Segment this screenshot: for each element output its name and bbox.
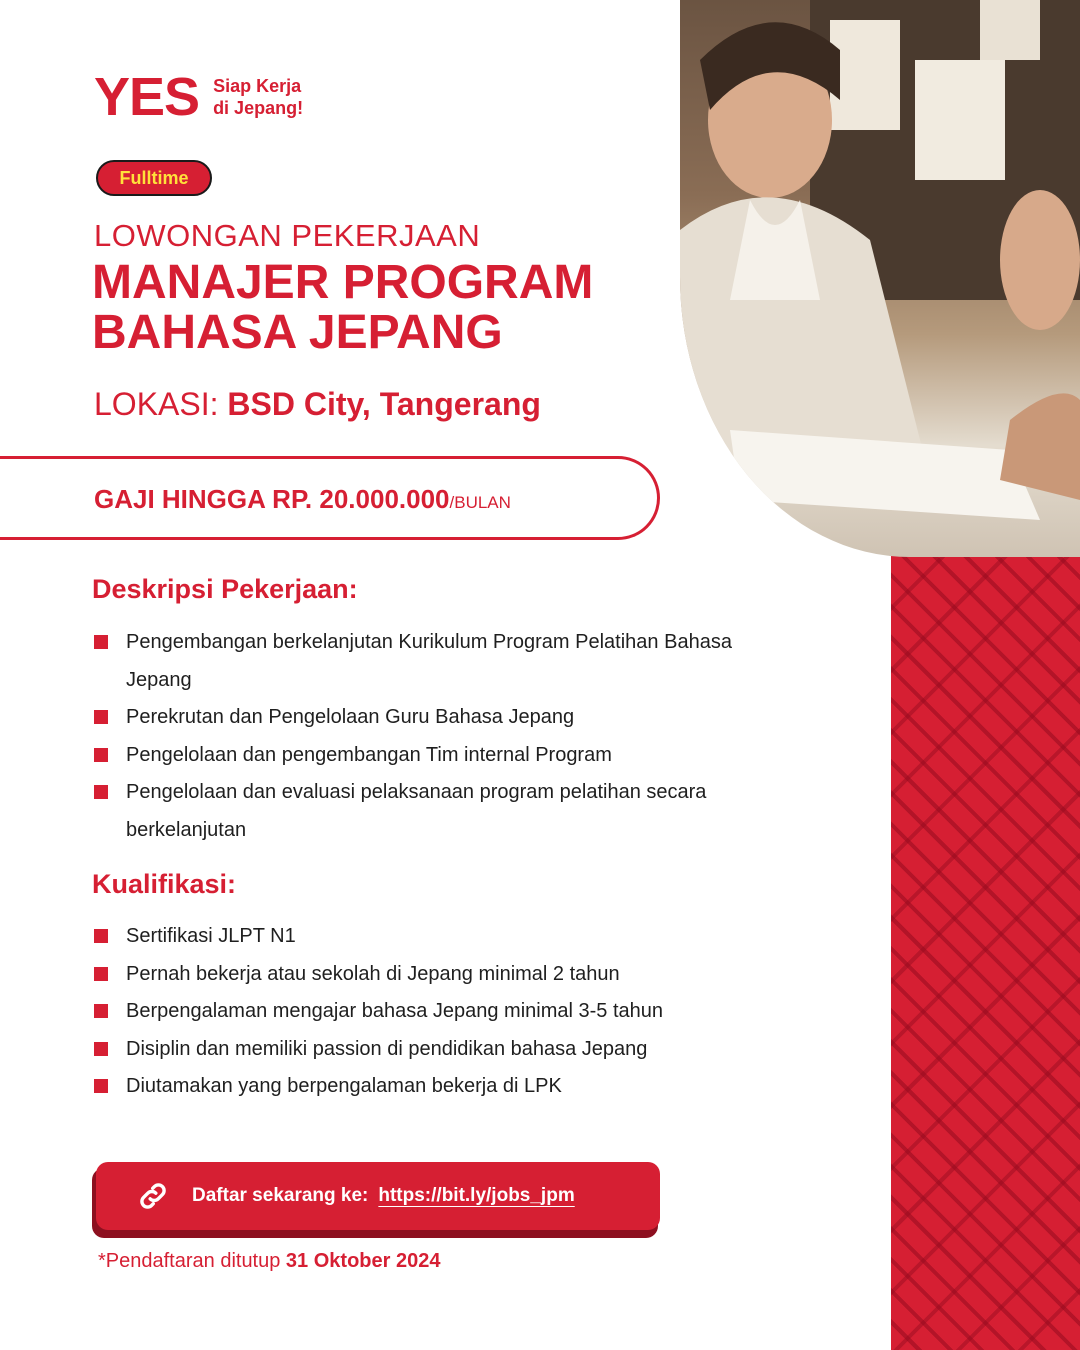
list-item-text: Pernah bekerja atau sekolah di Jepang minimal 2 tahun bbox=[126, 962, 620, 985]
link-icon bbox=[136, 1179, 170, 1213]
list-item bbox=[94, 1031, 774, 1069]
bullet-icon bbox=[94, 1079, 108, 1093]
list-item-text: Perekrutan dan Pengelolaan Guru Bahasa Jepang bbox=[126, 706, 575, 728]
page-subtitle: LOWONGAN PEKERJAAN bbox=[94, 218, 481, 253]
bullet-icon bbox=[94, 1042, 108, 1056]
location-label: LOKASI: bbox=[94, 386, 228, 422]
bullet-icon bbox=[94, 748, 108, 762]
deadline-date: 31 Oktober 2024 bbox=[285, 1250, 441, 1272]
bullet-icon bbox=[94, 929, 108, 943]
decorative-pattern bbox=[891, 470, 1080, 1350]
qualifications-list bbox=[94, 918, 774, 1106]
location-value: BSD City, Tangerang bbox=[227, 386, 541, 422]
list-item-text: Pengelolaan dan pengembangan Tim internal Program bbox=[126, 743, 612, 766]
list-item-text: Diutamakan yang berpengalaman bekerja di LPK bbox=[126, 1075, 562, 1097]
list-item bbox=[94, 737, 734, 775]
logo-mark: YES bbox=[94, 67, 200, 127]
qualifications-title: Kualifikasi: bbox=[92, 869, 237, 899]
list-item-text: Pengembangan berkelanjutan Kurikulum Program Pelatihan Bahasa Jepang bbox=[126, 631, 732, 691]
list-item-text: Disiplin dan memiliki passion di pendidikan bahasa Jepang bbox=[126, 1037, 648, 1060]
list-item bbox=[94, 1068, 774, 1106]
list-item bbox=[94, 774, 734, 849]
deadline-note bbox=[98, 1250, 440, 1273]
salary-amount: GAJI HINGGA RP. 20.000.000 bbox=[94, 484, 450, 514]
description-list bbox=[94, 624, 734, 849]
tagline-line-1: Siap Kerja bbox=[213, 76, 302, 96]
job-title bbox=[92, 258, 672, 358]
bullet-icon bbox=[94, 635, 108, 649]
salary-unit: /BULAN bbox=[449, 493, 511, 512]
registration-link[interactable]: https://bit.ly/jobs_jpm bbox=[378, 1185, 575, 1206]
logo-tagline bbox=[213, 75, 303, 119]
list-item-text: Pengelolaan dan evaluasi pelaksanaan program pelatihan secara berkelanjutan bbox=[126, 781, 707, 841]
list-item bbox=[94, 918, 774, 956]
location bbox=[94, 386, 541, 423]
list-item bbox=[94, 624, 734, 699]
list-item bbox=[94, 956, 774, 994]
job-title-line-2: BAHASA JEPANG bbox=[92, 306, 503, 359]
description-title: Deskripsi Pekerjaan: bbox=[92, 574, 358, 604]
salary-text bbox=[94, 484, 511, 515]
job-title-line-1: MANAJER PROGRAM bbox=[92, 256, 594, 309]
bullet-icon bbox=[94, 785, 108, 799]
list-item bbox=[94, 993, 774, 1031]
deadline-prefix: *Pendaftaran ditutup bbox=[98, 1250, 286, 1272]
brand-logo bbox=[94, 67, 304, 127]
bullet-icon bbox=[94, 710, 108, 724]
list-item-text: Berpengalaman mengajar bahasa Jepang minimal 3-5 tahun bbox=[126, 1000, 664, 1022]
list-item bbox=[94, 699, 734, 737]
bullet-icon bbox=[94, 1004, 108, 1018]
bullet-icon bbox=[94, 967, 108, 981]
hero-photo bbox=[680, 0, 1080, 557]
cta-label: Daftar sekarang ke: bbox=[192, 1185, 369, 1206]
register-button[interactable] bbox=[96, 1162, 660, 1230]
tagline-line-2: di Jepang! bbox=[213, 98, 304, 118]
list-item-text: Sertifikasi JLPT N1 bbox=[126, 925, 296, 947]
hero-photo-illustration bbox=[680, 0, 1080, 557]
job-type-badge: Fulltime bbox=[96, 160, 212, 196]
